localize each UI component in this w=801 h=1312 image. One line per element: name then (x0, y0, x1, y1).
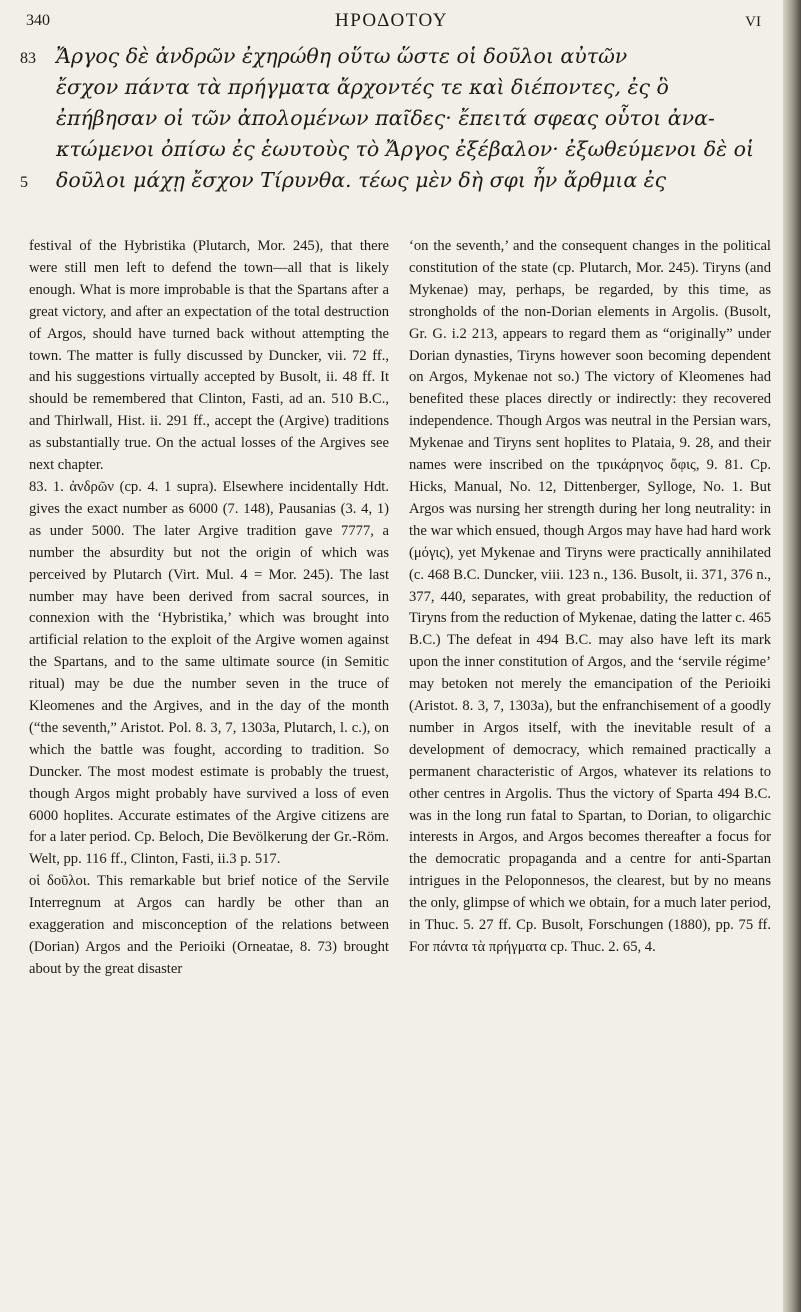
running-title: ΗΡΟΔΟΤΟΥ (335, 10, 448, 31)
line-number: 5 (20, 174, 28, 191)
book-section: VI (745, 14, 761, 30)
commentary-note: 83. 1. ἀνδρῶν (cp. 4. 1 supra). Elsewhere incidentally Hdt. gives the exact number as 6000 (7. 148), Pausanias (3. 4, 1) as under 5000. The later Argive tradition gave 7777, a number the absurdity but not the origin of which was perceived by Plutarch (Virt. Mul. 4 = Mor. 245). The last number may have been derived from sacral sources, in connexion with the ‘Hybristika,’ which was brought into artificial relation to the exploit of the Argive women against the Spartans, and to the same ultimate source (in Semitic ritual) may be due the number seven in the truce of Kleomenes and the Argives, and in the day of the month (“the seventh,” Aristot. Pol. 8. 3, 7, 1303a, Plutarch, l. c.), on which the battle was fought, according to tradition. So Duncker. The most modest estimate is probably the truest, though Argos might probably have survived a loss of even 6000 hoplites. Accurate estimates of the Argive citizens are for a later period. Cp. Beloch, Die Bevölkerung der Gr.-Röm. Welt, pp. 116 ff., Clinton, Fasti, ii.3 p. 517. (29, 478, 389, 868)
greek-line-text: κτώμενοι ὀπίσω ἐς ἑωυτοὺς τὸ Ἄργος ἐξέβαλον· ἐξωθεύμενοι δὲ οἱ (56, 137, 755, 161)
greek-line-text: ἐπήβησαν οἱ τῶν ἀπολομένων παῖδες· ἔπειτά σφεας οὗτοι ἀνα- (56, 106, 715, 130)
greek-line-text: ἔσχον πάντα τὰ πρήγματα ἄρχοντές τε καὶ διέποντες, ἐς ὃ (56, 75, 669, 99)
greek-line (20, 137, 765, 168)
commentary (29, 236, 771, 981)
line-number: 83 (20, 50, 36, 67)
greek-line-text: Ἄργος δὲ ἀνδρῶν ἐχηρώθη οὕτω ὥστε οἱ δοῦλοι αὐτῶν (56, 44, 628, 68)
commentary-paragraph: festival of the Hybristika (Plutarch, Mor. 245), that there were still men left to defend the town—all that is likely enough. What is more improbable is that the Spartans after a great victory, and after an expectation of the total destruction of Argos, should have turned back without attempting the town. The matter is fully discussed by Duncker, vii. 72 ff., and his suggestions virtually accepted by Busolt, ii. 48 ff. It should be remembered that Clinton, Fasti, ad an. 510 B.C., and Thirlwall, Hist. ii. 291 ff., accept the (Argive) traditions as substantially true. On the actual losses of the Argives see next chapter. (29, 238, 389, 474)
commentary-paragraph: ‘on the seventh,’ and the consequent changes in the political constitution of the state (cp. Plutarch, Mor. 245). Tiryns (and Mykenae) may, perhaps, be regarded, by this time, as strongholds of the non-Dorian elements in Argolis. (Busolt, Gr. G. i.2 213, appears to regard them as “originally” under Dorian dynasties, Tiryns however soon becoming dependent on Argos, Mykenae not so.) The victory of Kleomenes had benefited these places directly or indirectly: they recovered independence. Though Argos was neutral in the Persian wars, Mykenae and Tiryns sent hoplites to Plataia, 9. 28, and their names were inscribed on the τρικάρηνος ὄφις, 9. 81. Cp. Hicks, Manual, No. 12, Dittenberger, Sylloge, No. 1. But Argos was nursing her strength during her long neutrality: in the war which ensued, though Argos may have had hard work (μόγις), yet Mykenae and Tiryns were practically annihilated (c. 468 B.C. Duncker, viii. 123 n., 136. Busolt, ii. 371, 376 n., 377, 440, separates, with great probability, the reduction of Tiryns from the reduction of Mykenae, dating the latter c. 465 B.C.) The defeat in 494 B.C. may also have left its mark upon the inner constitution of Argos, and the ‘servile régime’ may betoken not merely the emancipation of the Perioiki (Aristot. 8. 3, 7, 1303a), but the enfranchisement of a goodly number in Argos itself, with the inevitable result of a development of democracy, which remained practically a permanent characteristic of Argos, whatever its relations to other centres in Argolis. Thus the victory of Sparta 494 B.C. was in the long run fatal to Spartan, to Dorian, to oligarchic interests in Argos, and Argos becomes thereafter a focus for the democratic propaganda and a centre for anti-Spartan intrigues in the Peloponnesos, the clearest, but by no means the only, glimpse of which we obtain, for a much later period, in Thuc. 5. 27 ff. Cp. Busolt, Forschungen (1880), pp. 75 ff. For πάντα τὰ πρήγματα cp. Thuc. 2. 65, 4. (409, 238, 771, 955)
greek-text-block (20, 44, 765, 199)
commentary-left-column (29, 236, 389, 981)
greek-line (20, 106, 765, 137)
page-binding-edge (783, 0, 801, 1312)
commentary-note: οἱ δοῦλοι. This remarkable but brief notice of the Servile Interregnum at Argos can hardly be other than an exaggeration and misconception of the relations between (Dorian) Argos and the Perioiki (Orneatae, 8. 73) brought about by the great disaster (29, 873, 389, 977)
greek-line-text: δοῦλοι μάχῃ ἔσχον Τίρυνθα. τέως μὲν δὴ σφι ἦν ἄρθμια ἐς (56, 168, 667, 192)
greek-line (20, 168, 765, 199)
running-header (0, 10, 783, 36)
greek-line (20, 44, 765, 75)
commentary-right-column (409, 236, 771, 981)
greek-line (20, 75, 765, 106)
page-number: 340 (26, 12, 50, 29)
